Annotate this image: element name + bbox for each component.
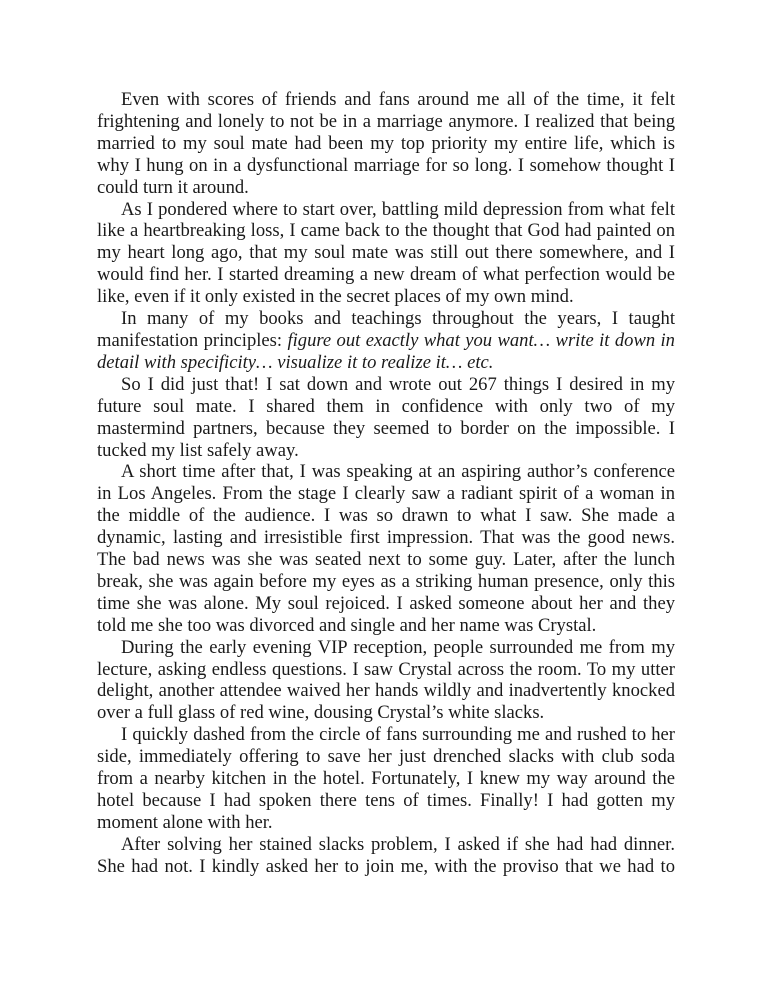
paragraph-text: In many of my books and teachings throughout the years, I taught manifestation principles: [97, 308, 675, 351]
paragraph-text: During the early evening VIP reception, people surrounded me from my lecture, asking endless questions. I saw Crystal across the room. To my utter delight, another attendee waived her hands wildly and inadvertently knocked over a full glass of red wine, dousing Crystal’s white slacks. [97, 636, 675, 724]
page-body [97, 89, 675, 878]
paragraph-1 [97, 89, 675, 199]
paragraph-5 [97, 461, 675, 636]
paragraph-text: As I pondered where to start over, battling mild depression from what felt like a heartbreaking loss, I came back to the thought that God had painted on my heart long ago, that my soul mate was still out there somewhere, and I would find her. I started dreaming a new dream of what perfection would be like, even if it only existed in the secret places of my own mind. [97, 198, 675, 308]
paragraph-3 [97, 308, 675, 374]
paragraph-text: After solving her stained slacks problem, I asked if she had had dinner. She had not. I kindly asked her to join me, with the proviso that we had to [97, 833, 675, 877]
paragraph-text: A short time after that, I was speaking at an aspiring author’s conference in Los Angeles. From the stage I clearly saw a radiant spirit of a woman in the middle of the audience. I was so drawn to what I saw. She made a dynamic, lasting and irresistible first impression. That was the good news. The bad news was she was seated next to some guy. Later, after the lunch break, she was again before my eyes as a striking human presence, only this time she was alone. My soul rejoiced. I asked someone about her and they told me she too was divorced and single and her name was Crystal. [97, 461, 675, 636]
paragraph-8 [97, 834, 675, 878]
paragraph-4 [97, 374, 675, 462]
paragraph-2 [97, 199, 675, 309]
paragraph-text: So I did just that! I sat down and wrote out 267 things I desired in my future soul mate. I shared them in confidence with only two of my mastermind partners, because they seemed to border on the impossible. I tucked my list safely away. [97, 373, 675, 461]
paragraph-text: I quickly dashed from the circle of fans surrounding me and rushed to her side, immediately offering to save her just drenched slacks with club soda from a nearby kitchen in the hotel. Fortunately, I knew my way around the hotel because I had spoken there tens of times. Finally! I had gotten my moment alone with her. [97, 724, 675, 833]
paragraph-text: Even with scores of friends and fans around me all of the time, it felt frightening and lonely to not be in a marriage anymore. I realized that being married to my soul mate had been my top priority my entire life, which is why I hung on in a dysfunctional marriage for so long. I somehow thought I could turn it around. [97, 89, 675, 198]
paragraph-7 [97, 724, 675, 834]
paragraph-6 [97, 637, 675, 725]
italic-text: figure out exactly what you want… write it down in detail with specificity… visualize it to realize it… etc. [97, 329, 675, 373]
